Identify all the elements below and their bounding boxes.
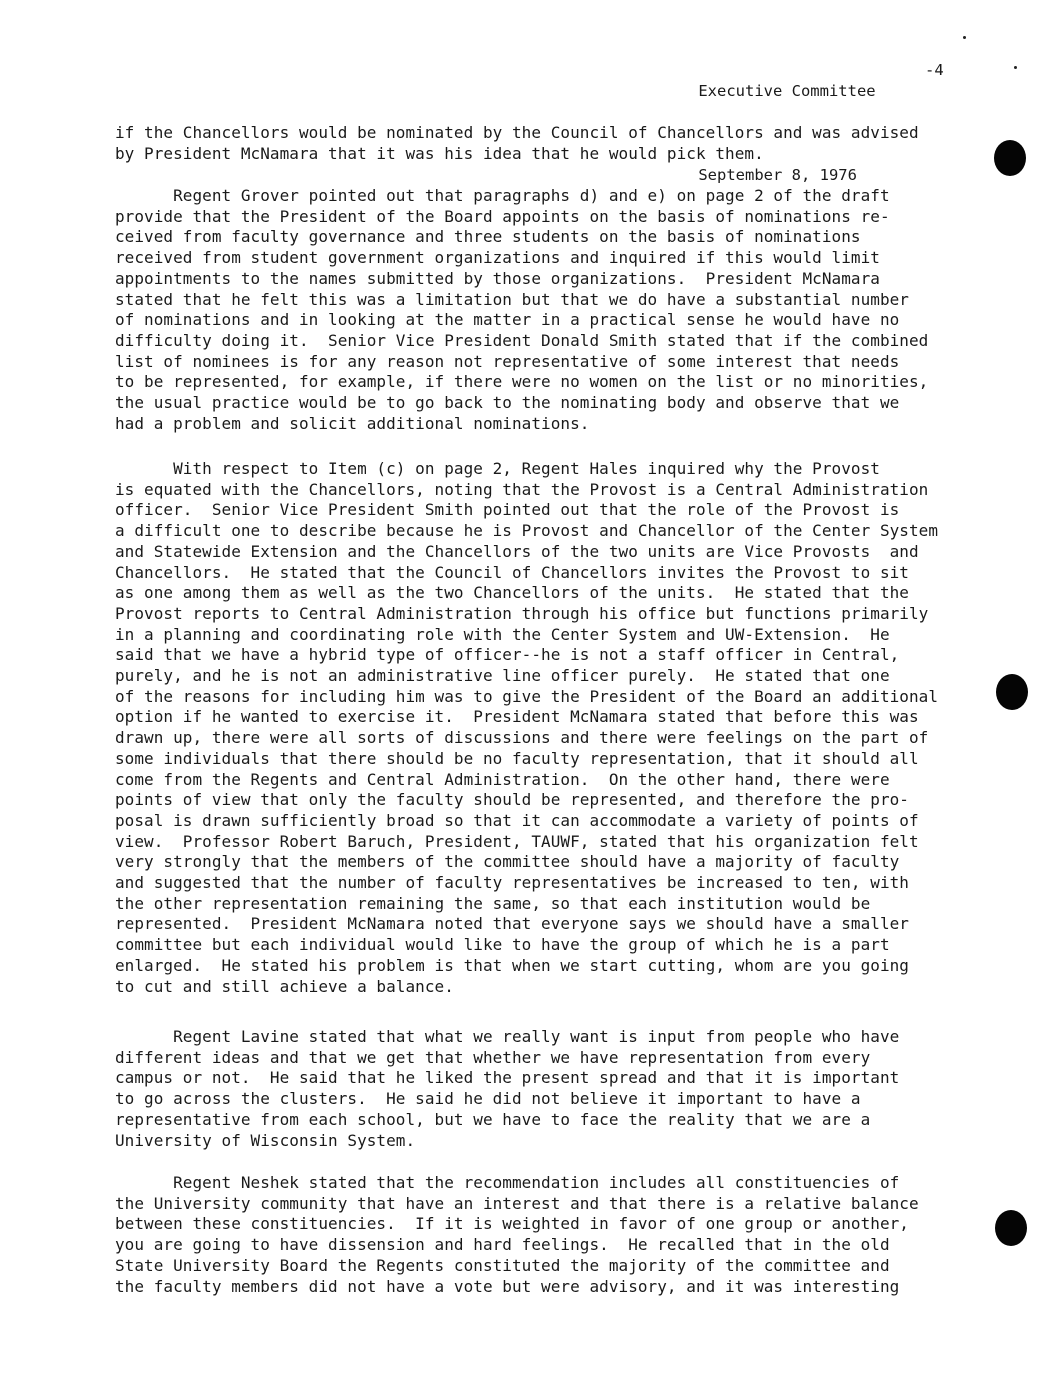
text-line: a difficult one to describe because he is Provost and Chancellor of the Center System bbox=[115, 521, 939, 541]
text-line: representative from each school, but we have to face the reality that we are a bbox=[115, 1109, 871, 1129]
text-line: the other representation remaining the same, so that each institution would be bbox=[115, 893, 871, 913]
scan-speck bbox=[1014, 66, 1017, 69]
header-date: September 8, 1976 bbox=[698, 166, 857, 184]
text-line: between these constituencies. If it is weighted in favor of one group or another, bbox=[115, 1214, 909, 1234]
text-line: the University community that have an interest and that there is a relative balance bbox=[115, 1193, 919, 1213]
punch-hole-bottom bbox=[995, 1210, 1027, 1246]
text-line: State University Board the Regents constituted the majority of the committee and bbox=[115, 1255, 890, 1275]
paragraph-4 bbox=[115, 1027, 899, 1151]
text-line: of nominations and in looking at the matter in a practical sense he would have no bbox=[115, 310, 900, 330]
text-line: said that we have a hybrid type of officer--he is not a staff officer in Central, bbox=[115, 645, 900, 665]
text-line: enlarged. He stated his problem is that when we start cutting, whom are you going bbox=[115, 955, 909, 975]
text-line: appointments to the names submitted by those organizations. President McNamara bbox=[115, 268, 880, 288]
text-line: option if he wanted to exercise it. President McNamara stated that before this was bbox=[115, 707, 919, 727]
text-line: view. Professor Robert Baruch, President, TAUWF, stated that his organization felt bbox=[115, 831, 919, 851]
text-line: University of Wisconsin System. bbox=[115, 1130, 416, 1150]
text-line: of the reasons for including him was to give the President of the Board an additional bbox=[115, 686, 939, 706]
text-line: received from student government organizations and inquired if this would limit bbox=[115, 248, 880, 268]
punch-hole-top bbox=[994, 140, 1026, 176]
header-page-number: -4 bbox=[925, 61, 944, 79]
text-line: list of nominees is for any reason not representative of some interest that needs bbox=[115, 351, 900, 371]
text-line: provide that the President of the Board appoints on the basis of nominations re- bbox=[115, 206, 890, 226]
text-line: some individuals that there should be no faculty representation, that it should all bbox=[115, 748, 919, 768]
text-line: to cut and still achieve a balance. bbox=[115, 976, 454, 996]
text-line: is equated with the Chancellors, noting that the Provost is a Central Administration bbox=[115, 479, 929, 499]
header-committee: Executive Committee bbox=[698, 82, 876, 100]
text-line: by President McNamara that it was his idea that he would pick them. bbox=[115, 143, 764, 163]
text-line: to go across the clusters. He said he did not believe it important to have a bbox=[115, 1089, 861, 1109]
text-line: if the Chancellors would be nominated by the Council of Chancellors and was advised bbox=[115, 123, 919, 142]
text-line: in a planning and coordinating role with the Center System and UW-Extension. He bbox=[115, 624, 890, 644]
text-line: had a problem and solicit additional nominations. bbox=[115, 413, 590, 433]
text-line: ceived from faculty governance and three students on the basis of nominations bbox=[115, 227, 861, 247]
text-line: different ideas and that we get that whether we have representation from every bbox=[115, 1047, 871, 1067]
text-line: posal is drawn sufficiently broad so that it can accommodate a variety of points of bbox=[115, 810, 919, 830]
text-line: to be represented, for example, if there were no women on the list or no minorities, bbox=[115, 372, 929, 392]
text-line: the usual practice would be to go back to the nominating body and observe that we bbox=[115, 393, 900, 413]
scan-speck bbox=[963, 36, 966, 39]
text-line: campus or not. He said that he liked the present spread and that it is important bbox=[115, 1068, 900, 1088]
text-line: and Statewide Extension and the Chancellors of the two units are Vice Provosts and bbox=[115, 541, 919, 561]
paragraph-2 bbox=[115, 186, 928, 434]
text-line: purely, and he is not an administrative line officer purely. He stated that one bbox=[115, 666, 890, 686]
text-line: drawn up, there were all sorts of discussions and there were feelings on the part of bbox=[115, 728, 929, 748]
text-line: the faculty members did not have a vote but were advisory, and it was interesting bbox=[115, 1276, 900, 1296]
text-line: and suggested that the number of faculty representatives be increased to ten, with bbox=[115, 873, 909, 893]
text-line: represented. President McNamara noted that everyone says we should have a smaller bbox=[115, 914, 909, 934]
text-line: very strongly that the members of the committee should have a majority of faculty bbox=[115, 852, 900, 872]
text-line: Provost reports to Central Administration through his office but functions primarily bbox=[115, 603, 929, 623]
text-line: come from the Regents and Central Administration. On the other hand, there were bbox=[115, 769, 890, 789]
punch-hole-middle bbox=[996, 674, 1028, 710]
paragraph-1 bbox=[115, 123, 919, 164]
paragraph-5 bbox=[115, 1173, 919, 1297]
paragraph-3 bbox=[115, 459, 938, 997]
text-line: With respect to Item (c) on page 2, Regent Hales inquired why the Provost bbox=[115, 459, 880, 478]
text-line: Regent Neshek stated that the recommendation includes all constituencies of bbox=[115, 1173, 900, 1192]
text-line: Chancellors. He stated that the Council of Chancellors invites the Provost to sit bbox=[115, 562, 909, 582]
text-line: difficulty doing it. Senior Vice President Donald Smith stated that if the combined bbox=[115, 330, 929, 350]
text-line: stated that he felt this was a limitation but that we do have a substantial number bbox=[115, 289, 909, 309]
text-line: Regent Grover pointed out that paragraphs d) and e) on page 2 of the draft bbox=[115, 186, 890, 205]
text-line: Regent Lavine stated that what we really want is input from people who have bbox=[115, 1027, 900, 1046]
text-line: officer. Senior Vice President Smith pointed out that the role of the Provost is bbox=[115, 500, 900, 520]
text-line: committee but each individual would like to have the group of which he is a part bbox=[115, 935, 890, 955]
text-line: as one among them as well as the two Chancellors of the units. He stated that the bbox=[115, 583, 909, 603]
text-line: you are going to have dissension and hard feelings. He recalled that in the old bbox=[115, 1235, 890, 1255]
text-line: points of view that only the faculty should be represented, and therefore the pro- bbox=[115, 790, 909, 810]
